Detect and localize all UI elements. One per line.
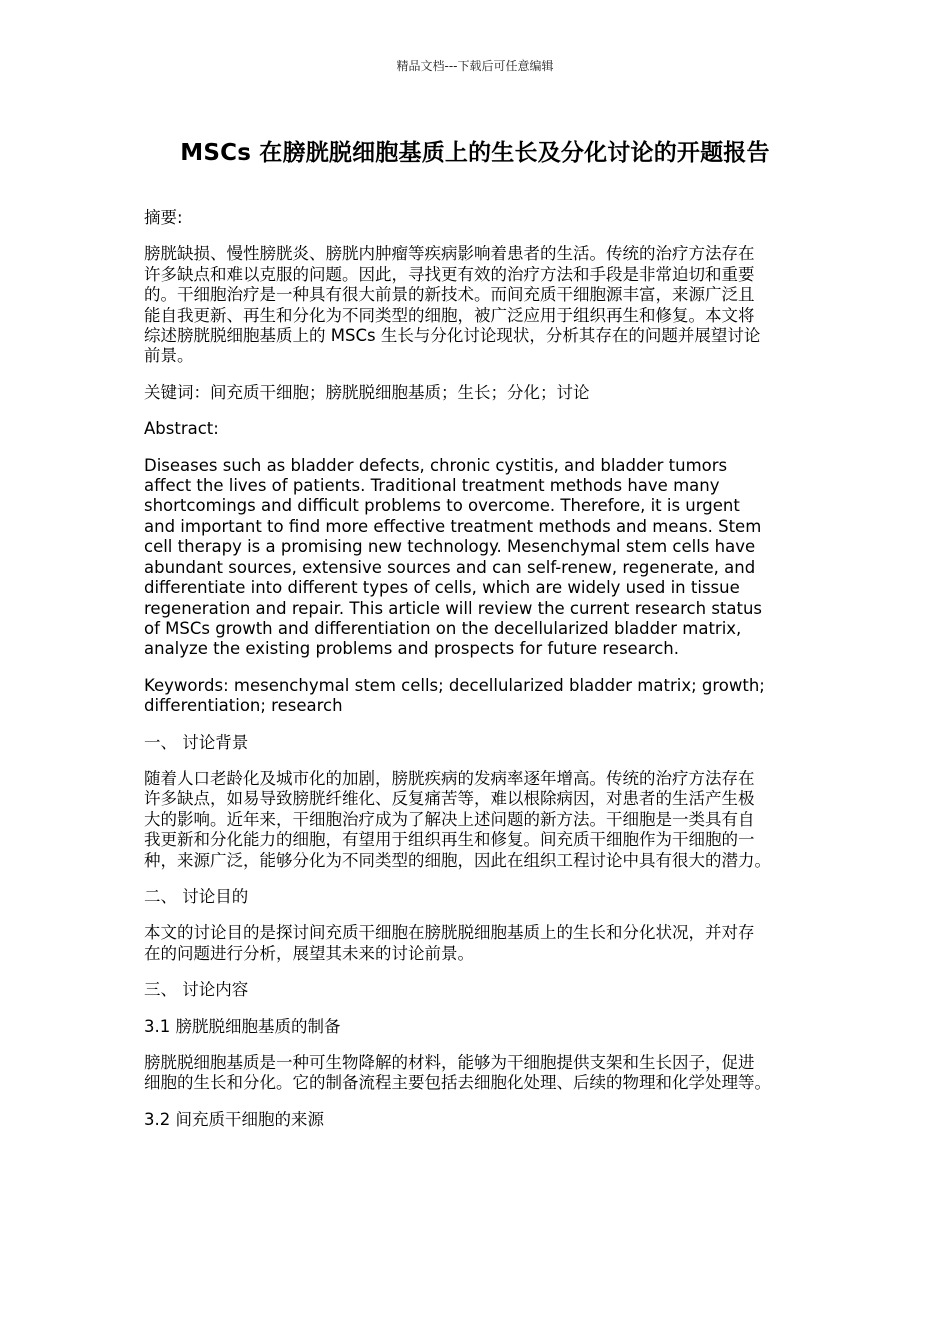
- text-line: affect the lives of patients. Traditional treatment methods have many: [144, 476, 720, 496]
- keywords-cn: 关键词：间充质干细胞；膀胱脱细胞基质；生长；分化；讨论: [144, 382, 590, 402]
- text-line: Keywords: mesenchymal stem cells; decellularized bladder matrix; growth;: [144, 675, 765, 695]
- abstract-cn-paragraph: [144, 244, 810, 366]
- document-body: [144, 208, 810, 1146]
- text-line: 能自我更新、再生和分化为不同类型的细胞，被广泛应用于组织再生和修复。本文将: [144, 305, 755, 325]
- text-line: 综述膀胱脱细胞基质上的 MSCs 生长与分化讨论现状，分析其存在的问题并展望讨论: [144, 326, 761, 346]
- text-line: 前景。: [144, 346, 194, 366]
- text-line: 膀胱脱细胞基质是一种可生物降解的材料，能够为干细胞提供支架和生长因子，促进: [144, 1053, 755, 1072]
- text-line: 许多缺点，如易导致膀胱纤维化、反复痛苦等，难以根除病因，对患者的生活产生极: [144, 789, 755, 809]
- text-line: 本文的讨论目的是探讨间充质干细胞在膀胱脱细胞基质上的生长和分化状况，并对存: [144, 923, 755, 943]
- text-line: and important to find more effective treatment methods and means. Stem: [144, 516, 762, 536]
- text-line: 种，来源广泛，能够分化为不同类型的细胞，因此在组织工程讨论中具有很大的潜力。: [144, 850, 771, 870]
- abstract-cn-label: 摘要:: [144, 208, 183, 227]
- text-line: differentiation; research: [144, 696, 343, 716]
- text-line: cell therapy is a promising new technology. Mesenchymal stem cells have: [144, 537, 756, 557]
- section-background-paragraph: [144, 769, 810, 871]
- subsection-matrix-prep-paragraph: [144, 1053, 810, 1094]
- text-line: analyze the existing problems and prospects for future research.: [144, 639, 680, 659]
- subsection-heading-msc-source: 3.2 间充质干细胞的来源: [144, 1109, 324, 1129]
- document-title: MSCs 在膀胱脱细胞基质上的生长及分化讨论的开题报告: [180, 140, 770, 166]
- text-line: 大的影响。近年来，干细胞治疗成为了解决上述问题的新方法。干细胞是一类具有自: [144, 809, 755, 829]
- text-line: abundant sources, extensive sources and can self-renew, regenerate, and: [144, 557, 756, 577]
- abstract-en-paragraph: [144, 456, 810, 660]
- text-line: differentiate into different types of cells, which are widely used in tissue: [144, 578, 740, 598]
- keywords-en: [144, 676, 810, 717]
- text-line: regeneration and repair. This article will review the current research status: [144, 598, 763, 618]
- text-line: of MSCs growth and differentiation on the decellularized bladder matrix,: [144, 618, 742, 638]
- text-line: 许多缺点和难以克服的问题。因此，寻找更有效的治疗方法和手段是非常迫切和重要: [144, 264, 755, 284]
- text-line: Diseases such as bladder defects, chronic cystitis, and bladder tumors: [144, 455, 728, 475]
- text-line: 我更新和分化能力的细胞，有望用于组织再生和修复。间充质干细胞作为干细胞的一: [144, 830, 755, 850]
- abstract-en-label: Abstract:: [144, 419, 219, 439]
- section-heading-background: 一、 讨论背景: [144, 732, 249, 752]
- text-line: 随着人口老龄化及城市化的加剧，膀胱疾病的发病率逐年增高。传统的治疗方法存在: [144, 768, 755, 788]
- text-line: 细胞的生长和分化。它的制备流程主要包括去细胞化处理、后续的物理和化学处理等。: [144, 1073, 771, 1093]
- subsection-heading-matrix-prep: 3.1 膀胱脱细胞基质的制备: [144, 1016, 341, 1036]
- section-heading-purpose: 二、 讨论目的: [144, 886, 249, 906]
- text-line: 膀胱缺损、慢性膀胱炎、膀胱内肿瘤等疾病影响着患者的生活。传统的治疗方法存在: [144, 244, 755, 264]
- text-line: 的。干细胞治疗是一种具有很大前景的新技术。而间充质干细胞源丰富，来源广泛且: [144, 285, 755, 305]
- section-purpose-paragraph: [144, 923, 810, 964]
- text-line: 在的问题进行分析，展望其未来的讨论前景。: [144, 943, 474, 963]
- page-header: 精品文档---下载后可任意编辑: [396, 59, 554, 73]
- text-line: shortcomings and difficult problems to overcome. Therefore, it is urgent: [144, 496, 740, 516]
- section-heading-content: 三、 讨论内容: [144, 980, 249, 1000]
